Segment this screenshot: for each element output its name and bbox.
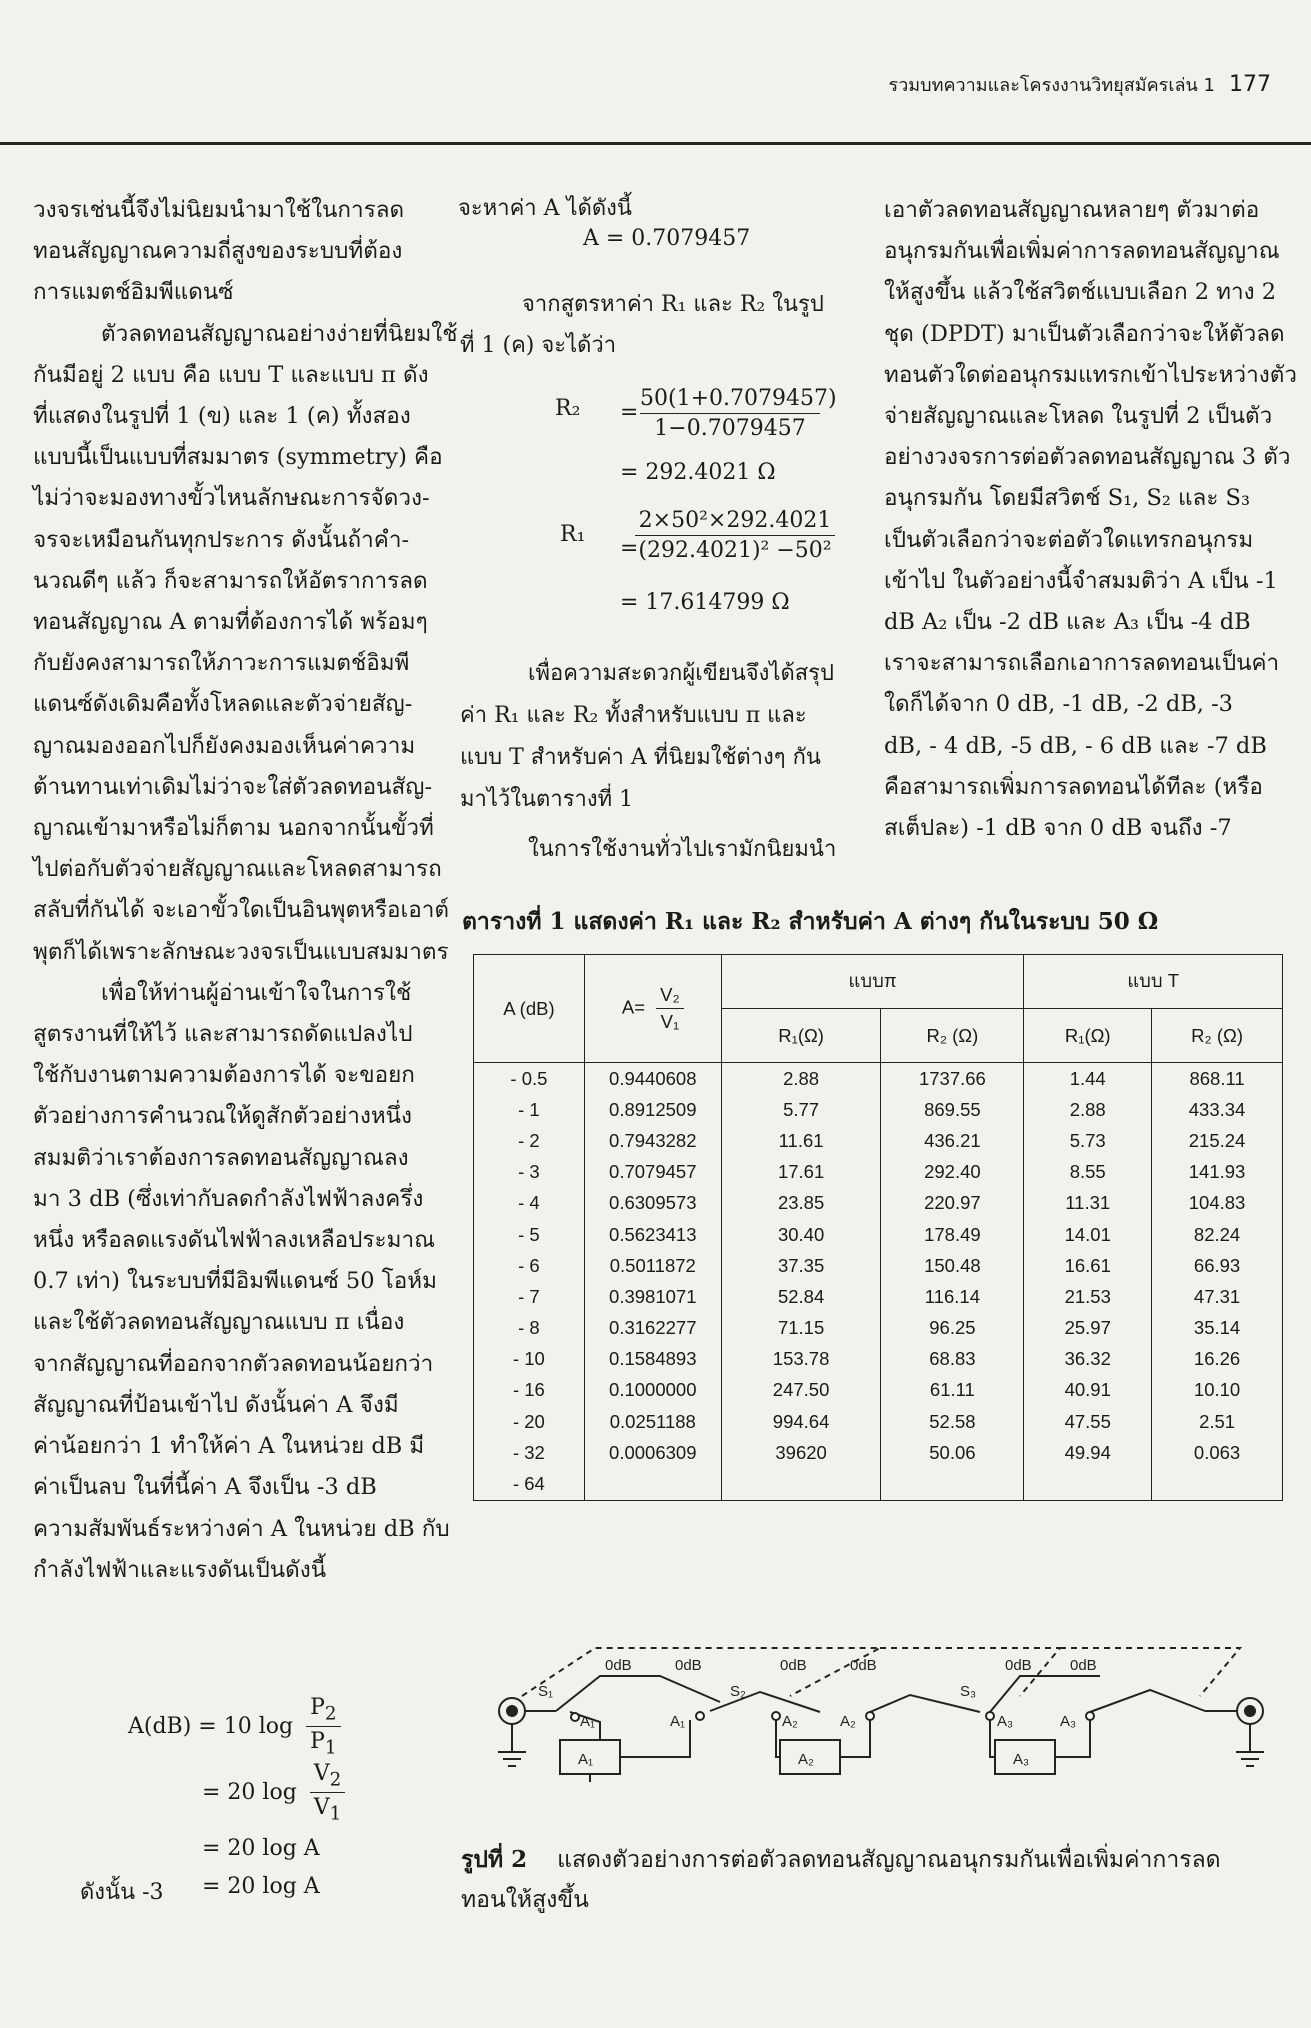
cell-t-r1 (1024, 1468, 1152, 1500)
terminal-icon (772, 1712, 780, 1720)
text-line: แบบ T สำหรับค่า A ที่นิยมใช้ต่างๆ กัน (460, 745, 821, 770)
text-line: อย่างวงจรการต่อตัวลดทอนสัญญาณ 3 ตัว (884, 444, 1291, 471)
cell-pi-r1: 37.35 (721, 1250, 881, 1281)
formula-v2: V (313, 1761, 330, 1786)
formula-p1: P (310, 1729, 325, 1755)
cell-t-r1: 40.91 (1024, 1375, 1152, 1406)
cell-a-db: - 10 (474, 1344, 585, 1375)
cell-a-db: - 4 (474, 1188, 585, 1219)
text-line: จรจะเหมือนกันทุกประการ ดังนั้นถ้าคำ- (33, 526, 410, 553)
col-header-t-r1: R₁(Ω) (1024, 1009, 1152, 1063)
switch-s1-arm (556, 1676, 720, 1711)
cell-ratio: 0.1584893 (584, 1344, 721, 1375)
cell-pi-r1: 994.64 (721, 1406, 881, 1437)
ratio-fraction (656, 984, 684, 1033)
cell-pi-r2: 1737.66 (881, 1063, 1024, 1095)
text-line: เพื่อให้ท่านผู้อ่านเข้าใจในการใช้ (101, 979, 412, 1006)
text-line: ไม่ว่าจะมองทางขั้วไหนลักษณะการจัดวง- (33, 485, 430, 512)
formula-so: ดังนั้น -3 (80, 1880, 164, 1905)
text-line: หนึ่ง หรือลดแรงดันไฟฟ้าลงเหลือประมาณ (33, 1227, 435, 1254)
cell-t-r2: 66.93 (1152, 1250, 1283, 1281)
cell-t-r2: 0.063 (1152, 1437, 1283, 1468)
switch-s3-arm (1090, 1690, 1205, 1712)
cell-a-db: - 1 (474, 1094, 585, 1125)
r1-denominator: (292.4021)² −50² (638, 538, 832, 563)
text-line: คือสามารถเพิ่มการลดทอนได้ทีละ (หรือ (884, 773, 1263, 800)
text-line: ที่แสดงในรูปที่ 1 (ข) และ 1 (ค) ทั้งสอง (33, 403, 411, 430)
cell-t-r1: 11.31 (1024, 1188, 1152, 1219)
terminal-icon (866, 1712, 874, 1720)
switch-label-s1: S₁ (538, 1683, 554, 1700)
cell-pi-r2: 220.97 (881, 1188, 1024, 1219)
text-line: กับยังคงสามารถให้ภาวะการแมตช์อิมพี (33, 650, 410, 677)
cell-a-db: - 6 (474, 1250, 585, 1281)
figure-text-cont: ทอนให้สูงขึ้น (461, 1887, 589, 1913)
col-header-pi-r1: R₁(Ω) (721, 1009, 881, 1063)
switch-s2-arm (710, 1692, 820, 1712)
cell-t-r1: 5.73 (1024, 1125, 1152, 1156)
cell-t-r2: 10.10 (1152, 1375, 1283, 1406)
text-line: ทอนสัญญาณความถี่สูงของระบบที่ต้อง (33, 238, 403, 265)
cell-pi-r1: 11.61 (721, 1125, 881, 1156)
cell-pi-r1: 5.77 (721, 1094, 881, 1125)
cell-pi-r1 (721, 1468, 881, 1500)
text-line: นวณดีๆ แล้ว ก็จะสามารถให้อัตราการลด (33, 567, 428, 594)
text-line: เพื่อความสะดวกผู้เขียนจึงได้สรุป (528, 661, 834, 686)
r1-fraction (635, 508, 835, 563)
box-label-a2: A₂ (798, 1751, 814, 1768)
cell-a-db: - 0.5 (474, 1063, 585, 1095)
output-connector-pin (1245, 1706, 1255, 1716)
text-line: แดนซ์ดังเดิมคือทั้งโหลดและตัวจ่ายสัญ- (33, 691, 413, 718)
page-number: 177 (1229, 72, 1271, 97)
col-group-t: แบบ T (1024, 955, 1283, 1009)
text-line: แบบนี้เป็นแบบที่สมมาตร (symmetry) คือ (33, 444, 443, 471)
cell-ratio (584, 1468, 721, 1500)
text-line: ตัวอย่างการคำนวณให้ดูสักตัวอย่างหนึ่ง (33, 1103, 413, 1130)
col-header-t-r2: R₂ (Ω) (1152, 1009, 1283, 1063)
cell-ratio: 0.7079457 (584, 1157, 721, 1188)
label-a2: A₂ (840, 1713, 856, 1730)
r2-value: = 292.4021 Ω (620, 460, 776, 485)
fraction: $\frac{V_2}{V_1}$ (310, 1761, 346, 1825)
col-header-pi-r2: R₂ (Ω) (881, 1009, 1024, 1063)
table-row (474, 1344, 1283, 1375)
figure-text: แสดงตัวอย่างการต่อตัวลดทอนสัญญาณอนุกรมกันเพื่อเพิ่มค่าการลด (557, 1847, 1221, 1873)
figure-number: รูปที่ 2 (461, 1846, 528, 1873)
cell-t-r2: 868.11 (1152, 1063, 1283, 1095)
text-line: สมมติว่าเราต้องการลดทอนสัญญาณลง (33, 1144, 409, 1171)
cell-pi-r1: 153.78 (721, 1344, 881, 1375)
ground-icon (1236, 1724, 1264, 1766)
figure-caption (461, 1840, 1221, 1920)
cell-t-r2: 47.31 (1152, 1281, 1283, 1312)
cell-pi-r1: 2.88 (721, 1063, 881, 1095)
cell-pi-r1: 39620 (721, 1437, 881, 1468)
col-group-pi: แบบπ (721, 955, 1024, 1009)
table-row (474, 1281, 1283, 1312)
formula-eq2: = 20 log (202, 1779, 297, 1805)
cell-t-r1: 2.88 (1024, 1094, 1152, 1125)
cell-pi-r2: 52.58 (881, 1406, 1024, 1437)
label-0db: 0dB (780, 1657, 807, 1674)
text-line: จากสัญญาณที่ออกจากตัวลดทอนน้อยกว่า (33, 1350, 434, 1377)
cell-a-db: - 3 (474, 1157, 585, 1188)
r1-numerator: 2×50²×292.4021 (635, 508, 835, 536)
text-line: 0.7 เท่า) ในระบบที่มีอิมพีแดนซ์ 50 โอห์ม (33, 1268, 437, 1295)
cell-t-r2: 82.24 (1152, 1219, 1283, 1250)
cell-ratio: 0.3162277 (584, 1313, 721, 1344)
r2-numerator: 50(1+0.7079457) (640, 386, 820, 414)
wire (990, 1676, 1100, 1712)
col-header-ratio (584, 955, 721, 1063)
attenuator-table (473, 954, 1283, 1501)
cell-t-r2: 141.93 (1152, 1157, 1283, 1188)
cell-a-db: - 7 (474, 1281, 585, 1312)
equals-sign: = (620, 536, 639, 561)
text-line: dB A₂ เป็น -2 dB และ A₃ เป็น -4 dB (884, 609, 1251, 636)
text-line: เข้าไป ในตัวอย่างนี้จำสมมติว่า A เป็น -1 (884, 567, 1278, 594)
label-0db: 0dB (605, 1657, 632, 1674)
table-row (474, 1188, 1283, 1219)
cell-pi-r2: 50.06 (881, 1437, 1024, 1468)
cell-t-r2: 35.14 (1152, 1313, 1283, 1344)
text-line: และใช้ตัวลดทอนสัญญาณแบบ π เนื่อง (33, 1309, 405, 1336)
r1-label: R₁ (560, 522, 586, 547)
table-header-row (474, 955, 1283, 1009)
text-line: จะหาค่า A ได้ดังนี้ (458, 196, 632, 221)
box-label-a1: A₁ (578, 1751, 594, 1768)
cell-a-db: - 8 (474, 1313, 585, 1344)
cell-ratio: 0.7943282 (584, 1125, 721, 1156)
text-line: ญาณมองออกไปก็ยังคงมองเห็นค่าความ (33, 732, 416, 759)
table-row (474, 1063, 1283, 1095)
column-left (33, 190, 458, 1591)
cell-t-r1: 25.97 (1024, 1313, 1152, 1344)
col-header-a-db: A (dB) (474, 955, 585, 1063)
text-line: กำลังไฟฟ้าและแรงดันเป็นดังนี้ (33, 1556, 327, 1583)
cell-t-r1: 49.94 (1024, 1437, 1152, 1468)
text-line: ค่าเป็นลบ ในที่นี้ค่า A จึงเป็น -3 dB (33, 1474, 377, 1501)
label-a2: A₂ (782, 1713, 798, 1730)
text-line: พุตก็ได้เพราะลักษณะวงจรเป็นแบบสมมาตร (33, 938, 449, 965)
terminal-icon (1086, 1712, 1094, 1720)
label-0db: 0dB (675, 1657, 702, 1674)
cell-t-r1: 1.44 (1024, 1063, 1152, 1095)
ground-icon (498, 1724, 526, 1766)
text-line: ตัวลดทอนสัญญาณอย่างง่ายที่นิยมใช้ (101, 320, 458, 347)
cell-t-r2 (1152, 1468, 1283, 1500)
cell-ratio: 0.1000000 (584, 1375, 721, 1406)
cell-ratio: 0.8912509 (584, 1094, 721, 1125)
text-line: ไปต่อกับตัวจ่ายสัญญาณและโหลดสามารถ (33, 856, 442, 883)
text-line: ค่าน้อยกว่า 1 ทำให้ค่า A ในหน่วย dB มี (33, 1433, 425, 1460)
text-line: ทอนตัวใดต่ออนุกรมแทรกเข้าไประหว่างตัว (884, 361, 1297, 388)
cell-t-r2: 215.24 (1152, 1125, 1283, 1156)
text-line: สลับที่กันได้ จะเอาขั้วใดเป็นอินพุตหรือเอาต์ (33, 897, 450, 924)
table-row (474, 1157, 1283, 1188)
text-line: ชุด (DPDT) มาเป็นตัวเลือกว่าจะให้ตัวลด (884, 320, 1285, 347)
ratio-numerator: V₂ (656, 984, 684, 1009)
text-line: เอาตัวลดทอนสัญญาณหลายๆ ตัวมาต่อ (884, 197, 1260, 223)
header-title: รวมบทความและโครงงานวิทยุสมัครเล่น 1 (888, 75, 1215, 96)
r2-label: R₂ (555, 396, 581, 421)
cell-ratio: 0.3981071 (584, 1281, 721, 1312)
formula-lhs: A(dB) = 10 log (128, 1713, 294, 1739)
input-connector-pin (507, 1706, 517, 1716)
cell-ratio: 0.0251188 (584, 1406, 721, 1437)
header-rule (0, 142, 1311, 145)
column-right (884, 190, 1297, 849)
cell-t-r2: 433.34 (1152, 1094, 1283, 1125)
text-line: อนุกรมกัน โดยมีสวิตช์ S₁, S₂ และ S₃ (884, 485, 1250, 512)
cell-ratio: 0.5011872 (584, 1250, 721, 1281)
label-a3: A₃ (1060, 1713, 1077, 1730)
text-line: สเต็ปละ) -1 dB จาก 0 dB จนถึง -7 (884, 815, 1232, 842)
terminal-icon (571, 1713, 579, 1721)
a-value-equation: A = 0.7079457 (583, 226, 751, 251)
cell-pi-r2: 96.25 (881, 1313, 1024, 1344)
ratio-denominator: V₁ (660, 1011, 680, 1032)
formula-line-3: = 20 log A (202, 1836, 320, 1861)
r2-denominator: 1−0.7079457 (654, 416, 806, 441)
attenuator-switch-diagram (460, 1640, 1290, 1840)
r1-value: = 17.614799 Ω (620, 590, 790, 615)
cell-pi-r1: 23.85 (721, 1188, 881, 1219)
label-0db: 0dB (1005, 1657, 1032, 1674)
text-line: การแมตช์อิมพีแดนซ์ (33, 279, 234, 306)
cell-pi-r2: 869.55 (881, 1094, 1024, 1125)
cell-t-r2: 2.51 (1152, 1406, 1283, 1437)
formula-p2: P (310, 1695, 325, 1720)
text-line: วงจรเช่นนี้จึงไม่นิยมนำมาใช้ในการลด (33, 197, 405, 223)
table-row (474, 1250, 1283, 1281)
table-body (474, 1063, 1283, 1501)
r2-fraction (640, 386, 837, 441)
text-line: เราจะสามารถเลือกเอาการลดทอนเป็นค่า (884, 650, 1280, 677)
text-line: จ่ายสัญญาณและโหลด ในรูปที่ 2 เป็นตัว (884, 403, 1273, 430)
cell-a-db: - 5 (474, 1219, 585, 1250)
text-line: กันมีอยู่ 2 แบบ คือ แบบ T และแบบ π ดัง (33, 361, 429, 388)
formula-line-2 (202, 1761, 345, 1825)
text-line: เป็นตัวเลือกว่าจะต่อตัวใดแทรกอนุกรม (884, 526, 1254, 553)
cell-pi-r1: 17.61 (721, 1157, 881, 1188)
text-line: ที่ 1 (ค) จะได้ว่า (460, 333, 617, 358)
terminal-icon (986, 1712, 994, 1720)
formula-line-4: = 20 log A (202, 1874, 320, 1899)
cell-t-r1: 36.32 (1024, 1344, 1152, 1375)
text-line: ใช้กับงานตามความต้องการได้ จะขอยก (33, 1062, 415, 1089)
cell-t-r2: 16.26 (1152, 1344, 1283, 1375)
cell-t-r1: 21.53 (1024, 1281, 1152, 1312)
cell-pi-r2: 178.49 (881, 1219, 1024, 1250)
label-a1: A₁ (670, 1713, 686, 1730)
cell-pi-r2: 61.11 (881, 1375, 1024, 1406)
cell-t-r1: 14.01 (1024, 1219, 1152, 1250)
cell-a-db: - 16 (474, 1375, 585, 1406)
text-line: ใดก็ได้จาก 0 dB, -1 dB, -2 dB, -3 (884, 691, 1233, 718)
text-line: ญาณเข้ามาหรือไม่ก็ตาม นอกจากนั้นขั้วที่ (33, 815, 434, 842)
cell-t-r2: 104.83 (1152, 1188, 1283, 1219)
equals-sign: = (620, 400, 639, 425)
cell-a-db: - 20 (474, 1406, 585, 1437)
formula-v1: V (313, 1795, 330, 1821)
text-line: ในการใช้งานทั่วไปเรามักนิยมนำ (528, 837, 837, 862)
cell-pi-r2: 68.83 (881, 1344, 1024, 1375)
table-row (474, 1375, 1283, 1406)
table-row (474, 1406, 1283, 1437)
text-line: จากสูตรหาค่า R₁ และ R₂ ในรูป (522, 292, 824, 317)
text-line: มาไว้ในตารางที่ 1 (460, 787, 634, 812)
cell-ratio: 0.0006309 (584, 1437, 721, 1468)
text-line: สูตรงานที่ให้ไว้ และสามารถดัดแปลงไป (33, 1021, 413, 1048)
cell-t-r1: 8.55 (1024, 1157, 1152, 1188)
text-line: ทอนสัญญาณ A ตามที่ต้องการได้ พร้อมๆ (33, 609, 428, 636)
cell-pi-r2: 292.40 (881, 1157, 1024, 1188)
running-header (870, 70, 1271, 99)
cell-ratio: 0.9440608 (584, 1063, 721, 1095)
cell-t-r1: 47.55 (1024, 1406, 1152, 1437)
cell-a-db: - 2 (474, 1125, 585, 1156)
cell-pi-r1: 30.40 (721, 1219, 881, 1250)
cell-pi-r1: 71.15 (721, 1313, 881, 1344)
table-row (474, 1313, 1283, 1344)
text-line: ความสัมพันธ์ระหว่างค่า A ในหน่วย dB กับ (33, 1515, 450, 1542)
text-line: dB, - 4 dB, -5 dB, - 6 dB และ -7 dB (884, 732, 1267, 759)
cell-pi-r1: 52.84 (721, 1281, 881, 1312)
label-0db: 0dB (1070, 1657, 1097, 1674)
text-line: ค่า R₁ และ R₂ ทั้งสำหรับแบบ π และ (460, 703, 807, 728)
text-line: อนุกรมกันเพื่อเพิ่มค่าการลดทอนสัญญาณ (884, 238, 1280, 265)
cell-pi-r2: 116.14 (881, 1281, 1024, 1312)
text-line: มา 3 dB (ซึ่งเท่ากับลดกำลังไฟฟ้าลงครึ่ง (33, 1185, 424, 1212)
text-line: สัญญาณที่ป้อนเข้าไป ดังนั้นค่า A จึงมี (33, 1391, 399, 1418)
switch-label-s2: S₂ (730, 1683, 746, 1700)
table-row (474, 1468, 1283, 1500)
text-line: ต้านทานเท่าเดิมไม่ว่าจะใส่ตัวลดทอนสัญ- (33, 773, 433, 800)
cell-t-r1: 16.61 (1024, 1250, 1152, 1281)
formula-line-1 (128, 1695, 341, 1759)
box-label-a3: A₃ (1013, 1751, 1030, 1768)
cell-ratio: 0.5623413 (584, 1219, 721, 1250)
cell-pi-r1: 247.50 (721, 1375, 881, 1406)
text-line: ให้สูงขึ้น แล้วใช้สวิตช์แบบเลือก 2 ทาง 2 (884, 279, 1277, 306)
switch-label-s3: S₃ (960, 1683, 977, 1700)
cell-a-db: - 32 (474, 1437, 585, 1468)
table-row (474, 1125, 1283, 1156)
cell-pi-r2: 150.48 (881, 1250, 1024, 1281)
cell-pi-r2 (881, 1468, 1024, 1500)
table-caption: ตารางที่ 1 แสดงค่า R₁ และ R₂ สำหรับค่า A ต่างๆ กันในระบบ 50 Ω (462, 908, 1159, 935)
cell-pi-r2: 436.21 (881, 1125, 1024, 1156)
terminal-icon (696, 1712, 704, 1720)
table-row (474, 1219, 1283, 1250)
cell-ratio: 0.6309573 (584, 1188, 721, 1219)
label-a1: A₁ (580, 1713, 596, 1730)
table-row (474, 1094, 1283, 1125)
cell-a-db: - 64 (474, 1468, 585, 1500)
fraction: $\frac{P_2}{P_1}$ (306, 1695, 340, 1759)
table-row (474, 1437, 1283, 1468)
ratio-prefix: A= (621, 996, 646, 1018)
label-0db: 0dB (850, 1657, 877, 1674)
label-a3: A₃ (997, 1713, 1014, 1730)
